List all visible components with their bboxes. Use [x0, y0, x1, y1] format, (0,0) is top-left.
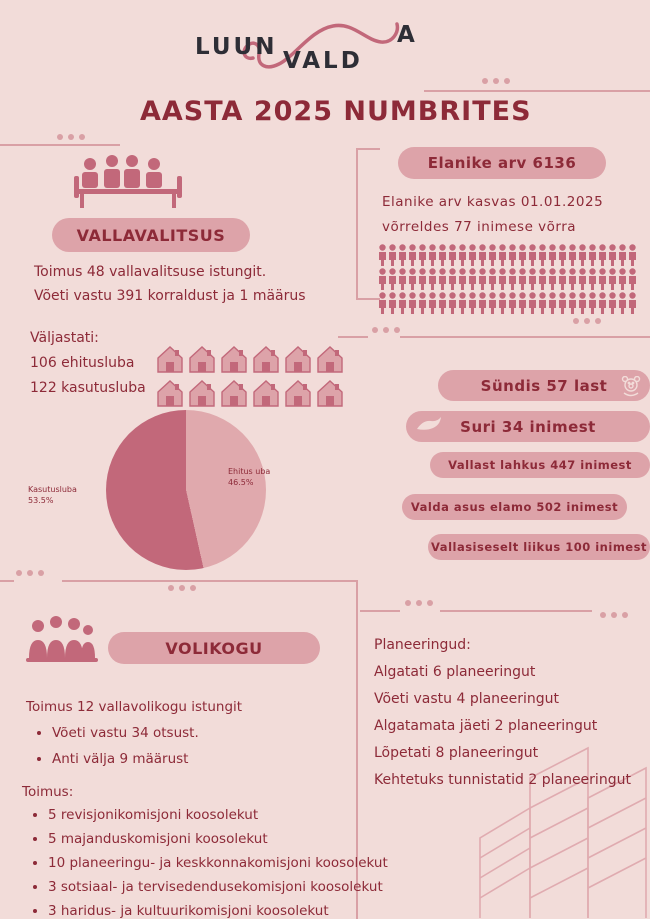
- house-icon: [284, 344, 312, 374]
- list-item: • 5 majanduskomisjoni koosolekut: [48, 829, 388, 850]
- decorative-dots-right-lower: [600, 612, 628, 618]
- decorative-dots-mid-lower: [405, 600, 433, 606]
- person-icon: [428, 292, 437, 314]
- person-icon: [518, 268, 527, 290]
- list-item: • Anti välja 9 määrust: [52, 748, 242, 770]
- person-icon: [408, 268, 417, 290]
- volikogu-bullet-list: [52, 722, 242, 770]
- person-icon: [458, 244, 467, 266]
- person-icon: [558, 268, 567, 290]
- planeeringud-item: Algatamata jäeti 2 planeeringut: [374, 718, 598, 734]
- council-group-icon: [26, 614, 98, 668]
- planeeringud-item: Kehtetuks tunnistatid 2 planeeringut: [374, 772, 631, 788]
- person-icon: [568, 292, 577, 314]
- house-icon-grid: [156, 344, 346, 408]
- person-icon: [508, 244, 517, 266]
- divider-left-lower-a: [0, 580, 14, 582]
- permits-heading: Väljastati:: [30, 330, 99, 346]
- person-icon: [538, 244, 547, 266]
- person-icon: [628, 244, 637, 266]
- person-icon: [578, 268, 587, 290]
- pill-suri: Suri 34 inimest: [406, 411, 650, 442]
- person-icon: [388, 292, 397, 314]
- divider-elbow-top: [356, 148, 380, 150]
- planeeringud-item: Lõpetati 8 planeeringut: [374, 745, 539, 761]
- person-icon: [498, 292, 507, 314]
- pill-vallavalitsus: VALLAVALITSUS: [52, 218, 250, 252]
- person-icon-grid: [378, 244, 638, 316]
- person-icon: [598, 292, 607, 314]
- person-icon: [448, 244, 457, 266]
- person-icon: [478, 292, 487, 314]
- person-icon: [418, 244, 427, 266]
- divider-left-lower-b: [62, 580, 356, 582]
- person-icon: [388, 268, 397, 290]
- decorative-dots-left-lower-2: [168, 585, 196, 591]
- pie-label-kasutusluba: [28, 484, 98, 506]
- teddy-bear-icon: [618, 376, 644, 398]
- pill-liikus: Vallasiseselt liikus 100 inimest: [428, 534, 650, 560]
- meeting-table-icon: [72, 152, 184, 212]
- person-icon: [518, 244, 527, 266]
- list-item: • 10 planeeringu- ja keskkonnakomisjoni koosolekut: [48, 853, 388, 874]
- house-icon: [156, 344, 184, 374]
- person-icon: [568, 244, 577, 266]
- logo-text-vald: VALD: [283, 48, 363, 74]
- house-icon: [316, 378, 344, 408]
- person-icon: [578, 292, 587, 314]
- pill-asus: Valda asus elamo 502 inimest: [402, 494, 627, 520]
- person-icon: [508, 292, 517, 314]
- pie-label-kasutusluba-name: Kasutusluba: [28, 485, 77, 494]
- person-icon: [508, 268, 517, 290]
- house-icon: [220, 344, 248, 374]
- person-icon: [408, 244, 417, 266]
- divider-mid-lower-b: [440, 610, 592, 612]
- person-icon: [548, 244, 557, 266]
- page-title: AASTA 2025 NUMBRITES: [140, 96, 532, 127]
- person-icon: [578, 244, 587, 266]
- logo-text-luun: LUUN: [195, 34, 278, 60]
- person-icon: [378, 292, 387, 314]
- person-icon: [498, 268, 507, 290]
- vallavalitsus-text: [34, 260, 306, 308]
- person-icon: [448, 268, 457, 290]
- divider-mid-lower-a: [360, 610, 400, 612]
- divider-mid-right: [400, 336, 650, 338]
- divider-vertical-upper: [356, 148, 358, 300]
- person-icon: [598, 268, 607, 290]
- elanike-text: [382, 190, 632, 240]
- toimus-block: [22, 782, 388, 919]
- person-icon: [468, 268, 477, 290]
- planeeringud-heading: Planeeringud:: [374, 637, 471, 653]
- planeeringud-item: Võeti vastu 4 planeeringut: [374, 691, 560, 707]
- person-icon: [618, 268, 627, 290]
- permits-line2: 122 kasutusluba: [30, 380, 146, 396]
- person-icon: [418, 292, 427, 314]
- decorative-dots-left-top: [57, 134, 85, 140]
- person-icon: [478, 268, 487, 290]
- person-icon: [618, 292, 627, 314]
- person-icon: [588, 244, 597, 266]
- vallavalitsus-line1: Toimus 48 vallavalitsuse istungit.: [34, 264, 267, 280]
- person-icon: [628, 268, 637, 290]
- decorative-dots-top-right: [482, 78, 510, 84]
- person-icon: [528, 244, 537, 266]
- pie-label-ehitusluba-value: 46.5%: [228, 478, 254, 487]
- pill-elanike-arv: Elanike arv 6136: [398, 147, 606, 179]
- person-icon: [438, 268, 447, 290]
- person-icon: [528, 268, 537, 290]
- pill-sundis: Sündis 57 last: [438, 370, 650, 401]
- person-icon: [448, 292, 457, 314]
- pie-label-ehitusluba-name: Ehitus uba: [228, 467, 271, 476]
- permits-text: [30, 326, 146, 401]
- person-icon: [608, 268, 617, 290]
- person-icon: [428, 268, 437, 290]
- person-icon: [398, 268, 407, 290]
- house-icon: [188, 378, 216, 408]
- divider-line-left-top: [0, 144, 120, 146]
- list-item: • 3 haridus- ja kultuurikomisjoni koosolekut: [48, 901, 388, 919]
- permits-pie-chart: [106, 410, 266, 570]
- person-icon: [558, 292, 567, 314]
- person-icon: [588, 292, 597, 314]
- person-icon: [538, 268, 547, 290]
- person-icon: [548, 268, 557, 290]
- person-icon: [478, 244, 487, 266]
- person-icon: [428, 244, 437, 266]
- person-icon: [488, 244, 497, 266]
- divider-elbow-bottom: [356, 298, 380, 300]
- person-icon: [458, 268, 467, 290]
- person-icon: [518, 292, 527, 314]
- decorative-dots-left-lower: [16, 570, 44, 576]
- person-icon: [398, 292, 407, 314]
- pie-label-ehitusluba: [228, 466, 298, 488]
- logo: [175, 12, 475, 72]
- person-icon: [378, 268, 387, 290]
- list-item: • Võeti vastu 34 otsust.: [52, 722, 242, 744]
- list-item: • 5 revisjonikomisjoni koosolekut: [48, 805, 388, 826]
- house-icon: [188, 344, 216, 374]
- decorative-dots-right-2: [573, 318, 601, 324]
- person-icon: [408, 292, 417, 314]
- pie-label-kasutusluba-value: 53.5%: [28, 496, 54, 505]
- elanike-line1: Elanike arv kasvas 01.01.2025: [382, 194, 604, 210]
- toimus-list: [48, 805, 388, 919]
- person-icon: [528, 292, 537, 314]
- volikogu-text: [26, 696, 242, 774]
- person-icon: [498, 244, 507, 266]
- house-icon: [220, 378, 248, 408]
- elanike-line2: võrreldes 77 inimese võrra: [382, 219, 577, 235]
- person-icon: [438, 292, 447, 314]
- pill-volikogu: VOLIKOGU: [108, 632, 320, 664]
- person-icon: [458, 292, 467, 314]
- divider-line-top-right: [424, 90, 650, 92]
- house-icon: [252, 344, 280, 374]
- person-icon: [488, 292, 497, 314]
- divider-mid-left: [338, 336, 368, 338]
- vallavalitsus-line2: Võeti vastu 391 korraldust ja 1 määrus: [34, 288, 306, 304]
- person-icon: [488, 268, 497, 290]
- person-icon: [608, 244, 617, 266]
- person-icon: [608, 292, 617, 314]
- person-icon: [568, 268, 577, 290]
- person-icon: [468, 292, 477, 314]
- list-item: • 3 sotsiaal- ja tervisedendusekomisjoni koosolekut: [48, 877, 388, 898]
- pill-lahkus: Vallast lahkus 447 inimest: [430, 452, 650, 478]
- permits-line1: 106 ehitusluba: [30, 355, 135, 371]
- person-icon: [418, 268, 427, 290]
- house-icon: [156, 378, 184, 408]
- person-icon: [378, 244, 387, 266]
- person-icon: [598, 244, 607, 266]
- person-icon: [618, 244, 627, 266]
- pie-slices: [106, 410, 266, 570]
- toimus-heading: Toimus:: [22, 784, 74, 800]
- volikogu-line1: Toimus 12 vallavolikogu istungit: [26, 699, 243, 715]
- person-icon: [538, 292, 547, 314]
- person-icon: [558, 244, 567, 266]
- dove-icon: [414, 415, 444, 437]
- planeeringud-item: Algatati 6 planeeringut: [374, 664, 536, 680]
- person-icon: [468, 244, 477, 266]
- house-icon: [284, 378, 312, 408]
- person-icon: [588, 268, 597, 290]
- person-icon: [548, 292, 557, 314]
- person-icon: [398, 244, 407, 266]
- logo-text-a: A: [397, 22, 415, 48]
- decorative-dots-mid: [372, 327, 400, 333]
- person-icon: [388, 244, 397, 266]
- house-icon: [316, 344, 344, 374]
- person-icon: [438, 244, 447, 266]
- planeeringud-block: [374, 632, 631, 794]
- person-icon: [628, 292, 637, 314]
- house-icon: [252, 378, 280, 408]
